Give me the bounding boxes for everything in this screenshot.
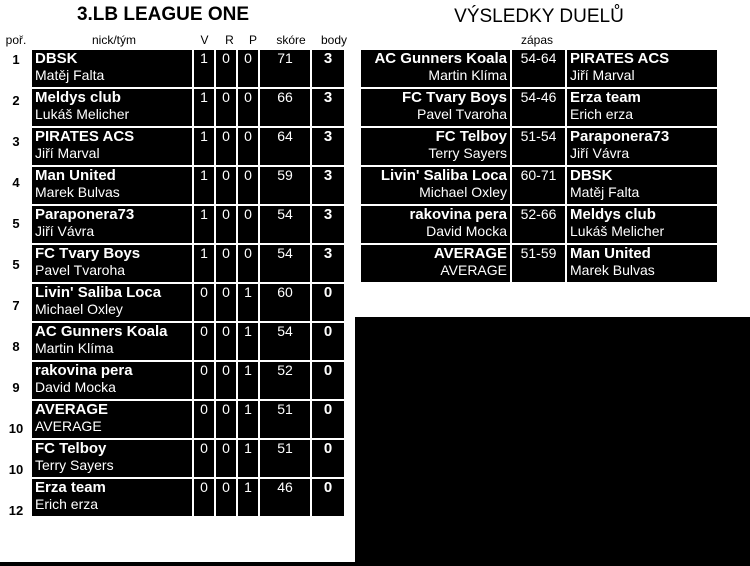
away-team-name: PIRATES ACS	[570, 50, 670, 67]
home-cell	[361, 89, 510, 126]
home-player-name: Michael Oxley	[419, 184, 507, 200]
score-cell: 71	[260, 50, 310, 87]
standings-row	[32, 206, 344, 243]
duel-row	[361, 89, 717, 126]
header-v: V	[200, 33, 209, 47]
position-number: 2	[12, 93, 20, 108]
position-number: 7	[12, 298, 20, 313]
team-name: PIRATES ACS	[35, 128, 135, 145]
draws-cell: 0	[216, 128, 236, 165]
away-player-name: Lukáš Melicher	[570, 223, 665, 239]
draws-cell: 0	[216, 89, 236, 126]
home-team-name: Livin' Saliba Loca	[380, 167, 507, 184]
draws-cell: 0	[216, 206, 236, 243]
score-cell: 59	[260, 167, 310, 204]
home-team-name: AC Gunners Koala	[374, 50, 507, 67]
draws-cell: 0	[216, 167, 236, 204]
points-cell: 3	[312, 245, 344, 282]
home-cell	[361, 206, 510, 243]
team-name: Meldys club	[35, 89, 121, 106]
score-cell: 52	[260, 362, 310, 399]
draws-cell: 0	[216, 440, 236, 477]
team-name: Erza team	[35, 479, 106, 496]
away-cell	[567, 245, 717, 282]
standings-row	[32, 362, 344, 399]
header-p: P	[248, 33, 257, 47]
losses-cell: 1	[238, 362, 258, 399]
draws-cell: 0	[216, 245, 236, 282]
position-number: 9	[12, 380, 20, 395]
position-number: 10	[8, 421, 24, 436]
away-cell	[567, 128, 717, 165]
player-name: AVERAGE	[35, 418, 102, 434]
player-name: Lukáš Melicher	[35, 106, 130, 122]
points-cell: 3	[312, 167, 344, 204]
wins-cell: 1	[194, 50, 214, 87]
wins-cell: 0	[194, 323, 214, 360]
standings-table	[30, 48, 346, 518]
team-name: Paraponera73	[35, 206, 135, 223]
score-cell: 54	[260, 206, 310, 243]
match-score: 54-46	[512, 89, 565, 126]
score-cell: 54	[260, 245, 310, 282]
score-cell: 64	[260, 128, 310, 165]
team-name: FC Telboy	[35, 440, 107, 457]
team-cell	[32, 479, 192, 516]
away-cell	[567, 89, 717, 126]
points-cell: 3	[312, 89, 344, 126]
draws-cell: 0	[216, 284, 236, 321]
wins-cell: 0	[194, 284, 214, 321]
points-cell: 0	[312, 440, 344, 477]
player-name: Terry Sayers	[35, 457, 114, 473]
points-cell: 3	[312, 128, 344, 165]
standings-row	[32, 50, 344, 87]
draws-cell: 0	[216, 401, 236, 438]
score-cell: 51	[260, 440, 310, 477]
home-player-name: Pavel Tvaroha	[416, 106, 507, 122]
team-cell	[32, 167, 192, 204]
position-number: 12	[8, 503, 24, 518]
score-cell: 60	[260, 284, 310, 321]
position-number: 4	[12, 175, 20, 190]
losses-cell: 0	[238, 50, 258, 87]
player-name: Jiří Vávra	[35, 223, 95, 239]
standings-row	[32, 245, 344, 282]
header-pos: poř.	[5, 33, 27, 47]
draws-cell: 0	[216, 362, 236, 399]
header-r: R	[225, 33, 234, 47]
team-name: rakovina pera	[35, 362, 133, 379]
losses-cell: 0	[238, 167, 258, 204]
home-team-name: FC Telboy	[435, 128, 507, 145]
away-player-name: Jiří Vávra	[570, 145, 630, 161]
header-points: body	[320, 33, 348, 47]
player-name: Jiří Marval	[35, 145, 100, 161]
away-player-name: Matěj Falta	[570, 184, 640, 200]
match-score: 60-71	[512, 167, 565, 204]
home-cell	[361, 167, 510, 204]
away-team-name: Meldys club	[570, 206, 656, 223]
home-cell	[361, 245, 510, 282]
standings-row	[32, 440, 344, 477]
away-team-name: Man United	[570, 245, 651, 262]
wins-cell: 1	[194, 245, 214, 282]
losses-cell: 0	[238, 89, 258, 126]
home-team-name: FC Tvary Boys	[401, 89, 507, 106]
duel-row	[361, 167, 717, 204]
losses-cell: 1	[238, 401, 258, 438]
standings-row	[32, 479, 344, 516]
losses-cell: 1	[238, 284, 258, 321]
home-team-name: rakovina pera	[409, 206, 507, 223]
away-team-name: DBSK	[570, 167, 613, 184]
draws-cell: 0	[216, 50, 236, 87]
team-cell	[32, 128, 192, 165]
points-cell: 0	[312, 362, 344, 399]
standings-row	[32, 167, 344, 204]
team-name: FC Tvary Boys	[35, 245, 141, 262]
team-cell	[32, 323, 192, 360]
standings-row	[32, 401, 344, 438]
home-player-name: Martin Klíma	[428, 67, 507, 83]
score-cell: 54	[260, 323, 310, 360]
player-name: Erich erza	[35, 496, 99, 512]
wins-cell: 1	[194, 206, 214, 243]
team-cell	[32, 440, 192, 477]
losses-cell: 0	[238, 128, 258, 165]
home-player-name: AVERAGE	[440, 262, 507, 278]
away-cell	[567, 206, 717, 243]
wins-cell: 1	[194, 128, 214, 165]
team-cell	[32, 362, 192, 399]
losses-cell: 1	[238, 440, 258, 477]
standings-title: 3.LB LEAGUE ONE	[76, 4, 250, 25]
team-name: AC Gunners Koala	[35, 323, 168, 340]
standings-row	[32, 284, 344, 321]
match-score: 51-54	[512, 128, 565, 165]
home-player-name: David Mocka	[426, 223, 507, 239]
away-player-name: Jiří Marval	[570, 67, 635, 83]
away-cell	[567, 50, 717, 87]
away-team-name: Paraponera73	[570, 128, 670, 145]
position-number: 5	[12, 216, 20, 231]
losses-cell: 1	[238, 323, 258, 360]
player-name: Matěj Falta	[35, 67, 105, 83]
team-cell	[32, 50, 192, 87]
points-cell: 3	[312, 50, 344, 87]
wins-cell: 0	[194, 401, 214, 438]
wins-cell: 0	[194, 440, 214, 477]
player-name: David Mocka	[35, 379, 116, 395]
position-number: 5	[12, 257, 20, 272]
duel-row	[361, 128, 717, 165]
duels-title: VÝSLEDKY DUELŮ	[454, 6, 624, 27]
score-cell: 51	[260, 401, 310, 438]
match-score: 51-59	[512, 245, 565, 282]
header-score: skóre	[276, 33, 306, 47]
player-name: Pavel Tvaroha	[35, 262, 126, 278]
draws-cell: 0	[216, 323, 236, 360]
losses-cell: 1	[238, 479, 258, 516]
points-cell: 3	[312, 206, 344, 243]
score-cell: 46	[260, 479, 310, 516]
points-cell: 0	[312, 479, 344, 516]
wins-cell: 1	[194, 167, 214, 204]
match-score: 52-66	[512, 206, 565, 243]
wins-cell: 0	[194, 479, 214, 516]
player-name: Marek Bulvas	[35, 184, 120, 200]
losses-cell: 0	[238, 206, 258, 243]
points-cell: 0	[312, 284, 344, 321]
home-cell	[361, 50, 510, 87]
away-cell	[567, 167, 717, 204]
team-cell	[32, 89, 192, 126]
position-number: 1	[12, 52, 20, 67]
team-cell	[32, 245, 192, 282]
home-cell	[361, 128, 510, 165]
points-cell: 0	[312, 323, 344, 360]
home-team-name: AVERAGE	[433, 245, 507, 262]
standings-row	[32, 128, 344, 165]
team-name: Livin' Saliba Loca	[35, 284, 162, 301]
header-match: zápas	[520, 33, 554, 47]
match-score: 54-64	[512, 50, 565, 87]
position-number: 8	[12, 339, 20, 354]
wins-cell: 0	[194, 362, 214, 399]
position-number: 10	[8, 462, 24, 477]
position-number: 3	[12, 134, 20, 149]
draws-cell: 0	[216, 479, 236, 516]
away-player-name: Erich erza	[570, 106, 634, 122]
home-player-name: Terry Sayers	[428, 145, 507, 161]
duel-row	[361, 206, 717, 243]
away-player-name: Marek Bulvas	[570, 262, 655, 278]
points-cell: 0	[312, 401, 344, 438]
duel-row	[361, 50, 717, 87]
header-nick: nick/tým	[91, 33, 136, 47]
team-name: DBSK	[35, 50, 78, 67]
wins-cell: 1	[194, 89, 214, 126]
away-team-name: Erza team	[570, 89, 641, 106]
duels-table	[359, 48, 719, 284]
team-cell	[32, 401, 192, 438]
duel-row	[361, 245, 717, 282]
standings-row	[32, 323, 344, 360]
team-name: Man United	[35, 167, 116, 184]
losses-cell: 0	[238, 245, 258, 282]
standings-row	[32, 89, 344, 126]
score-cell: 66	[260, 89, 310, 126]
player-name: Michael Oxley	[35, 301, 123, 317]
team-cell	[32, 284, 192, 321]
team-cell	[32, 206, 192, 243]
team-name: AVERAGE	[35, 401, 109, 418]
player-name: Martin Klíma	[35, 340, 114, 356]
